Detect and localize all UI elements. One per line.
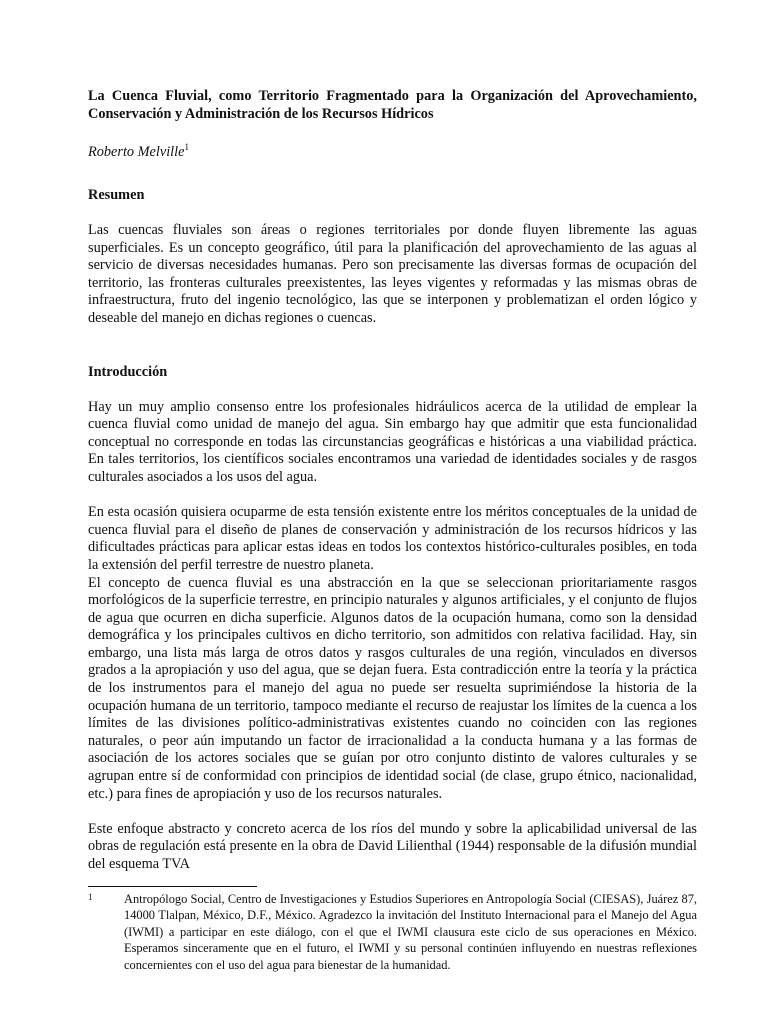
footnote: [88, 891, 697, 974]
footnote-separator: [88, 886, 257, 887]
resumen-paragraph: Las cuencas fluviales son áreas o regiones territoriales por donde fluyen libremente las aguas superficiales. Es un concepto geográfico, útil para la planificación del aprovechamiento de las aguas al servicio de diversas necesidades humanas. Pero son precisamente las diversas formas de ocupación del territorio, las fronteras culturales preexistentes, las leyes vigentes y reformadas y las mismas obras de infraestructura, fruto del ingenio tecnológico, las que se interponen y problematizan el orden lógico y deseable del manejo en dichas regiones o cuencas.: [88, 222, 697, 326]
intro-paragraph-4: Este enfoque abstracto y concreto acerca de los ríos del mundo y sobre la aplicabilidad universal de las obras de regulación está presente en la obra de David Lilienthal (1944) responsable de la difusión mundial del esquema TVA: [88, 820, 697, 872]
footnote-number: 1: [88, 891, 93, 902]
intro-paragraph-2: En esta ocasión quisiera ocuparme de esta tensión existente entre los méritos conceptuales de la unidad de cuenca fluvial para el diseño de planes de conservación y administración de los recursos hídricos y las dificultades prácticas para aplicar estas ideas en todos los contextos histórico-culturales posibles, en toda la extensión del perfil terrestre de nuestro planeta.: [88, 504, 697, 573]
intro-paragraph-1: Hay un muy amplio consenso entre los profesionales hidráulicos acerca de la utilidad de emplear la cuenca fluvial como unidad de manejo del agua. Sin embargo hay que admitir que esta funcionalidad conceptual no corresponde en todas las circunstancias geográficas e históricas a una viabilidad práctica. En tales territorios, los científicos sociales encontramos una variedad de identidades sociales y de rasgos culturales asociados a los usos del agua.: [88, 398, 697, 485]
author-name: Roberto Melville: [88, 144, 185, 160]
section-heading-introduccion: Introducción: [88, 363, 168, 380]
author-footnote-mark[interactable]: 1: [184, 142, 189, 153]
intro-paragraph-3: El concepto de cuenca fluvial es una abstracción en la que se seleccionan prioritariamente rasgos morfológicos de la superficie terrestre, en principio naturales y algunos artificiales, y el conjunto de flujos de agua que ocurren en dicha superficie. Algunos datos de la ocupación humana, como son la densidad demográfica y los principales cultivos en dicho territorio, son admitidos con relativa facilidad. Hay, sin embargo, una lista más larga de otros datos y rasgos culturales de una región, vinculados en diversos grados a la apropiación y uso del agua, que se dejan fuera. Esta contradicción entre la teoría y la práctica de los instrumentos para el manejo del agua no puede ser resuelta suprimiéndose la historia de la ocupación humana de un territorio, tampoco mediante el recurso de reajustar los límites de la cuenca a los límites de las divisiones político-administrativas existentes cuando no coinciden con las regiones naturales, o peor aún imputando un factor de irracionalidad a la conducta humana y a las formas de asociación de los actores sociales que se guían por otro conjunto distinto de valores culturales y se agrupan entre sí de conformidad con principios de identidad social (de clase, grupo étnico, nacionalidad, etc.) para fines de apropiación y uso de los recursos naturales.: [88, 574, 697, 802]
author-line: [88, 143, 697, 161]
footnote-text: Antropólogo Social, Centro de Investigaciones y Estudios Superiores en Antropología Social (CIESAS), Juárez 87, 14000 Tlalpan, México, D.F., México. Agradezco la invitación del Instituto Internacional para el Manejo del Agua (IWMI) a participar en este diálogo, con el que el IWMI clausura este ciclo de sus operaciones en México. Esperamos sinceramente que en el futuro, el IWMI y su personal continúen influyendo en nuestras reflexiones concernientes con el uso del agua para bienestar de la humanidad.: [124, 891, 697, 972]
paper-title: La Cuenca Fluvial, como Territorio Fragmentado para la Organización del Aprovechamiento, Conservación y Administración de los Recursos Hídricos: [88, 88, 697, 122]
section-heading-resumen: Resumen: [88, 187, 145, 203]
